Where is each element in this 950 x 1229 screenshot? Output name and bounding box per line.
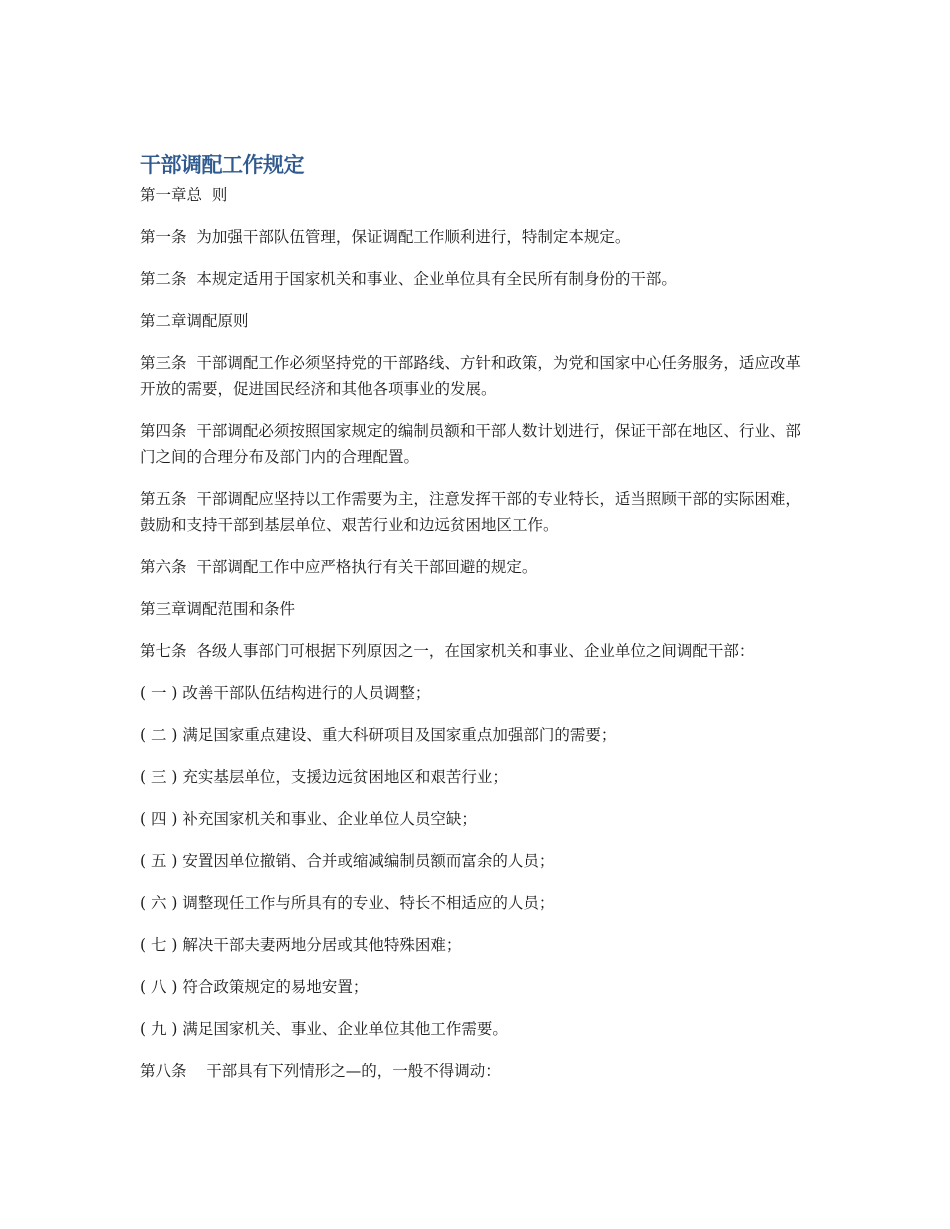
article-paragraph: 第一条 为加强干部队伍管理，保证调配工作顺利进行，特制定本规定。 [140,228,631,246]
list-item: ( 六 ) 调整现任工作与所具有的专业、特长不相适应的人员； [140,894,555,912]
article-paragraph: 第五条 干部调配应坚持以工作需要为主，注意发挥干部的专业特长，适当照顾干部的实际困难，鼓励和支持干部到基层单位、艰苦行业和边远贫困地区工作。 [140,490,801,534]
document-page [140,150,810,1100]
chapter-heading: 第二章调配原则 [140,312,249,330]
chapter-heading: 第一章总 则 [140,186,228,204]
list-item: ( 一 ) 改善干部队伍结构进行的人员调整； [140,684,431,702]
article-paragraph: 第四条 干部调配必须按照国家规定的编制员额和干部人数计划进行，保证干部在地区、行业、部门之间的合理分布及部门内的合理配置。 [140,422,801,466]
list-item: ( 五 ) 安置因单位撤销、合并或缩减编制员额而富余的人员； [140,852,555,870]
article-paragraph: 第七条 各级人事部门可根据下列原因之一，在国家机关和事业、企业单位之间调配干部： [140,642,755,660]
article-paragraph: 第八条 干部具有下列情形之—的，一般不得调动： [140,1062,501,1080]
list-item: ( 四 ) 补充国家机关和事业、企业单位人员空缺； [140,810,477,828]
list-item: ( 七 ) 解决干部夫妻两地分居或其他特殊困难； [140,936,462,954]
list-item: ( 二 ) 满足国家重点建设、重大科研项目及国家重点加强部门的需要； [140,726,617,744]
list-item: ( 九 ) 满足国家机关、事业、企业单位其他工作需要。 [140,1020,508,1038]
chapter-heading: 第三章调配范围和条件 [140,600,296,618]
document-title: 干部调配工作规定 [140,153,304,177]
article-paragraph: 第三条 干部调配工作必须坚持党的干部路线、方针和政策，为党和国家中心任务服务，适应改革开放的需要，促进国民经济和其他各项事业的发展。 [140,354,801,398]
list-item: ( 三 ) 充实基层单位，支援边远贫困地区和艰苦行业； [140,768,508,786]
article-paragraph: 第六条 干部调配工作中应严格执行有关干部回避的规定。 [140,558,538,576]
article-paragraph: 第二条 本规定适用于国家机关和事业、企业单位具有全民所有制身份的干部。 [140,270,677,288]
list-item: ( 八 ) 符合政策规定的易地安置； [140,978,369,996]
document-body [140,182,810,1084]
